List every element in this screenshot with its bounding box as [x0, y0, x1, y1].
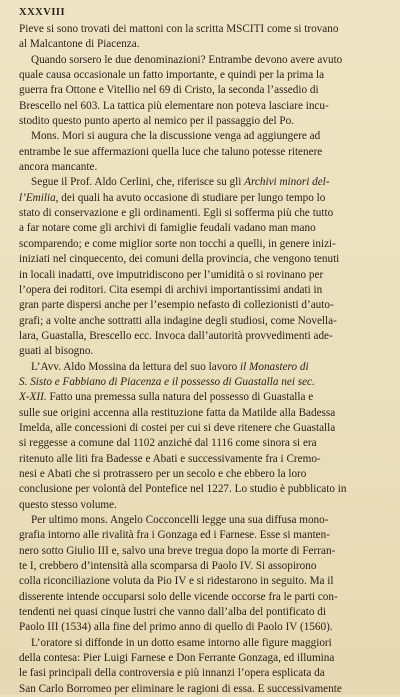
- text-line: l’opera dei roditori. Cita esempi di archivi importantissimi andati in: [19, 283, 323, 296]
- body-text: [19, 22, 384, 697]
- text-line: nero sotto Giulio III e, salvo una breve tregua dopo la morte di Ferran-: [19, 544, 336, 557]
- text-line: ancora mancante.: [19, 161, 98, 174]
- text-line: Per ultimo mons. Angelo Cocconcelli legge una sua diffusa mono-: [31, 514, 329, 526]
- text-line: L’oratore si diffonde in un dotto esame intorno alle figure maggiori: [31, 636, 332, 649]
- text-line: grafi; a volte anche sottratti alla indagine degli studiosi, come Novella-: [19, 314, 337, 327]
- text-line: disserente intende occuparsi solo delle vicende occorse fra le parti con-: [19, 590, 338, 603]
- text-line: scomparendo; e come miglior sorte non tocchi a quelli, in genere inizi-: [19, 237, 336, 250]
- text-line: Segue il Prof. Aldo Cerlini, che, riferisce su gli Archivi minori del-: [31, 176, 330, 189]
- text-line: San Carlo Borromeo per eliminare le ragioni di essa. E successivamente: [19, 682, 342, 695]
- page-number: XXXVIII: [19, 7, 66, 18]
- text-line: tendenti nei quasi cinque lustri che vanno dall’alba del pontificato di: [19, 606, 326, 619]
- text-line: stato di conservazione e gli ordinamenti. Egli si sofferma più che tutto: [19, 207, 334, 220]
- text-line: grafia intorno alle rivalità fra i Gonzaga ed i Farnese. Esse si manten-: [19, 529, 330, 542]
- text-line: quale causa occasionale un fatto importante, e quindi per la prima la: [19, 69, 325, 82]
- text-line: lara, Guastalla, Brescello ecc. Invoca dall’autorità provvedimenti ade-: [19, 329, 333, 342]
- text-line: colla riconciliazione voluta da Pio IV e si ridestarono in seguito. Ma il: [19, 575, 334, 588]
- text-line: al Malcantone di Piacenza.: [19, 38, 140, 51]
- text-line: iniziati nel cinquecento, dei comuni della provincia, che vengono tenuti: [19, 253, 340, 266]
- text-line: te I, crebbero d’intensità alla scomparsa di Paolo IV. Si assopirono: [19, 560, 317, 573]
- text-line: conclusione per volontà del Pontefice nel 1227. Lo studio è pubblicato in: [19, 483, 347, 496]
- text-line: X-XII. Fatto una premessa sulla natura del possesso di Guastalla e: [19, 391, 314, 404]
- text-line: S. Sisto e Fabbiano di Piacenza e il possesso di Guastalla nei sec.: [19, 375, 315, 388]
- text-line: L’Avv. Aldo Mossina da lettura del suo lavoro il Monastero di: [31, 360, 309, 373]
- text-line: nesi e Abati che si protrassero per un secolo e che ebbero la loro: [19, 467, 307, 480]
- text-line: della contesa: Pier Luigi Farnese e Don Ferrante Gonzaga, ed illumina: [19, 652, 335, 665]
- text-line: Brescello nel 603. La tattica più elementare non poteva lasciare incu-: [19, 99, 329, 112]
- text-line: le fasi principali della controversia e più innanzi l’opera esplicata da: [19, 667, 325, 680]
- text-line: a far notare come gli archivi di famiglie feudali vadano man mano: [19, 222, 316, 235]
- text-line: in locali inadatti, ove imputridiscono per l’umidità o si rovinano per: [19, 268, 324, 281]
- text-line: Quando sorsero le due denominazioni? Entrambe devono avere avuto: [31, 53, 343, 66]
- text-line: sulle sue origini accenna alla restituzione fatta da Matilde alla Badessa: [19, 406, 336, 419]
- text-line: gran parte dispersi anche per l’esempio nefasto di collezionisti d’auto-: [19, 299, 334, 312]
- text-line: l’Emilia, dei quali ha avuto occasione di studiare per lungo tempo lo: [19, 191, 326, 204]
- text-line: questo stesso volume.: [19, 498, 117, 511]
- text-line: Mons. Mori si augura che la discussione venga ad aggiungere ad: [31, 130, 321, 143]
- text-line: Paolo III (1534) alla fine del primo anno di quello di Paolo IV (1560).: [19, 621, 333, 634]
- text-line: entrambe le sue affermazioni quella luce che taluno potesse ritenere: [19, 145, 323, 158]
- text-line: ritenuto alle liti fra Badesse e Abati e successivamente fra i Cremo-: [19, 452, 321, 465]
- text-line: Pieve si sono trovati dei mattoni con la scritta MSCITI come si trovano: [19, 23, 339, 35]
- text-line: guati al bisogno.: [19, 345, 94, 358]
- text-line: guerra fra Ottone e Vitellio nel 69 di Cristo, la seconda l’assedio di: [19, 84, 319, 97]
- text-line: stodito questo punto aperto al nemico per il passaggio del Po.: [19, 115, 294, 128]
- text-line: si reggesse a comune dal 1102 anziché dal 1116 come sinora si era: [19, 437, 317, 450]
- text-line: Imelda, alle concessioni di costei per cui si deve ritenere che Guastalla: [19, 421, 336, 434]
